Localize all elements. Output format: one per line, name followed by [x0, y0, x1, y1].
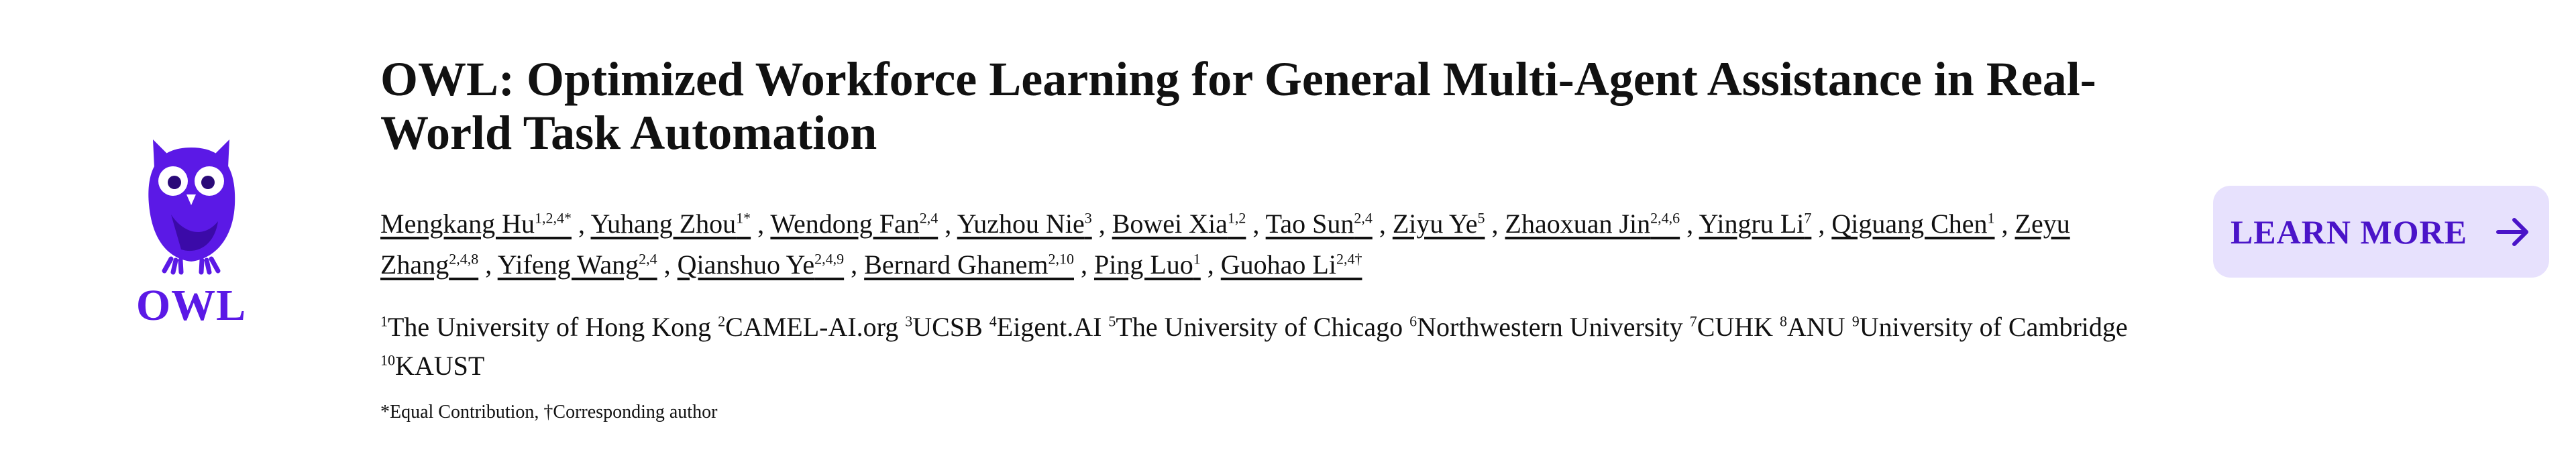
affiliation-name: ANU — [1787, 311, 1845, 342]
author-separator: , — [1485, 209, 1505, 239]
author-separator: , — [1246, 209, 1266, 239]
author-name: Mengkang Hu — [380, 209, 535, 239]
author-separator: , — [1811, 209, 1832, 239]
author-link[interactable] — [498, 249, 657, 280]
affiliation — [1852, 312, 2128, 342]
author-link[interactable] — [864, 249, 1074, 280]
author-affiliation-marker: 1 — [1193, 250, 1201, 268]
author-name: Yuhang Zhou — [590, 209, 737, 239]
author-affiliation-marker: 1,2 — [1227, 210, 1246, 227]
author-name: Yifeng Wang — [497, 249, 639, 280]
affiliation — [905, 312, 983, 342]
affiliation-name: The University of Hong Kong — [388, 311, 712, 342]
author-affiliation-marker: 7 — [1804, 210, 1812, 227]
author-affiliation-marker: 2,4,6 — [1650, 210, 1680, 227]
owl-logo — [124, 127, 258, 349]
author-separator: , — [844, 249, 865, 280]
author-name: Qiguang Chen — [1831, 209, 1988, 239]
author-separator: , — [1091, 209, 1112, 239]
author-affiliation-marker: 1* — [736, 210, 751, 227]
author-name: Zhaoxuan Jin — [1505, 209, 1651, 239]
author-link[interactable] — [380, 209, 572, 239]
author-link[interactable] — [1393, 209, 1485, 239]
affiliation — [718, 312, 898, 342]
author-affiliation-marker: 2,4 — [919, 210, 938, 227]
author-name: Ping Luo — [1093, 249, 1193, 280]
author-separator: , — [478, 249, 498, 280]
author-separator: , — [751, 209, 771, 239]
affiliation-marker: 4 — [989, 312, 997, 330]
author-name: Ziyu Ye — [1392, 209, 1478, 239]
affiliation — [1108, 312, 1403, 342]
page-title: OWL: Optimized Workforce Learning for General Multi-Agent Assistance in Real-World Task Automation — [380, 52, 2096, 160]
author-link[interactable] — [1505, 209, 1680, 239]
author-link[interactable] — [1699, 209, 1812, 239]
author-list — [380, 201, 2151, 282]
author-link[interactable] — [1221, 249, 1362, 280]
author-affiliation-marker: 1,2,4* — [534, 210, 572, 227]
author-affiliation-marker: 2,4 — [1354, 210, 1373, 227]
author-link[interactable] — [957, 209, 1092, 239]
author-separator: , — [1200, 249, 1221, 280]
affiliation-name: UCSB — [912, 311, 983, 342]
author-link[interactable] — [678, 249, 844, 280]
affiliation-marker: 9 — [1851, 312, 1860, 330]
author-separator: , — [657, 249, 678, 280]
affiliation-marker: 6 — [1409, 312, 1417, 330]
author-name: Yingru Li — [1699, 209, 1805, 239]
arrow-right-icon — [2494, 213, 2532, 251]
author-name: Zeyu Zhang — [380, 209, 2070, 280]
author-link[interactable] — [1831, 209, 1994, 239]
author-link[interactable] — [590, 209, 751, 239]
affiliation-marker: 2 — [718, 312, 726, 330]
author-link[interactable] — [770, 209, 938, 239]
affiliation-name: Eigent.AI — [996, 311, 1102, 342]
affiliation-name: University of Cambridge — [1859, 311, 2128, 342]
logo-text: OWL — [136, 281, 247, 330]
affiliation-name: Northwestern University — [1417, 311, 1683, 342]
affiliation-name: CUHK — [1697, 311, 1774, 342]
affiliation — [1409, 312, 1683, 342]
author-affiliation-marker: 2,4,8 — [449, 250, 479, 268]
author-affiliation-marker: 2,10 — [1048, 250, 1074, 268]
learn-more-label: LEARN MORE — [2230, 213, 2468, 251]
author-affiliation-marker: 5 — [1477, 210, 1485, 227]
author-name: Qianshuo Ye — [677, 249, 815, 280]
affiliation-name: The University of Chicago — [1116, 311, 1403, 342]
contribution-note: *Equal Contribution, †Corresponding author — [380, 402, 718, 423]
author-separator: , — [571, 209, 591, 239]
author-link[interactable] — [1112, 209, 1246, 239]
author-affiliation-marker: 2,4,9 — [814, 250, 845, 268]
affiliation-marker: 5 — [1108, 312, 1116, 330]
learn-more-button[interactable] — [2213, 186, 2549, 278]
author-separator: , — [1073, 249, 1094, 280]
affiliation-marker: 3 — [905, 312, 913, 330]
author-name: Guohao Li — [1220, 249, 1336, 280]
author-separator: , — [1680, 209, 1699, 239]
affiliation — [380, 351, 484, 381]
affiliation-name: KAUST — [395, 351, 485, 382]
affiliation — [1780, 312, 1845, 342]
author-separator: , — [1994, 209, 2015, 239]
affiliation-name: CAMEL-AI.org — [725, 311, 899, 342]
paper-header — [380, 52, 2151, 424]
author-name: Tao Sun — [1265, 209, 1354, 239]
owl-icon — [134, 127, 248, 275]
affiliation-marker: 1 — [380, 312, 388, 330]
author-name: Wendong Fan — [770, 209, 920, 239]
author-affiliation-marker: 2,4† — [1336, 250, 1362, 268]
author-name: Yuzhou Nie — [957, 209, 1085, 239]
affiliation-list — [380, 305, 2151, 384]
author-name: Bernard Ghanem — [864, 249, 1049, 280]
affiliation-marker: 7 — [1689, 312, 1697, 330]
author-separator: , — [1372, 209, 1393, 239]
affiliation — [989, 312, 1102, 342]
author-separator: , — [938, 209, 957, 239]
author-link[interactable] — [1266, 209, 1373, 239]
affiliation-marker: 10 — [380, 351, 395, 369]
affiliation — [380, 312, 711, 342]
author-affiliation-marker: 1 — [1987, 210, 1995, 227]
author-affiliation-marker: 3 — [1084, 210, 1092, 227]
affiliation — [1690, 312, 1773, 342]
author-name: Bowei Xia — [1112, 209, 1228, 239]
author-link[interactable] — [1094, 249, 1201, 280]
affiliation-marker: 8 — [1780, 312, 1788, 330]
author-affiliation-marker: 2,4 — [639, 250, 657, 268]
